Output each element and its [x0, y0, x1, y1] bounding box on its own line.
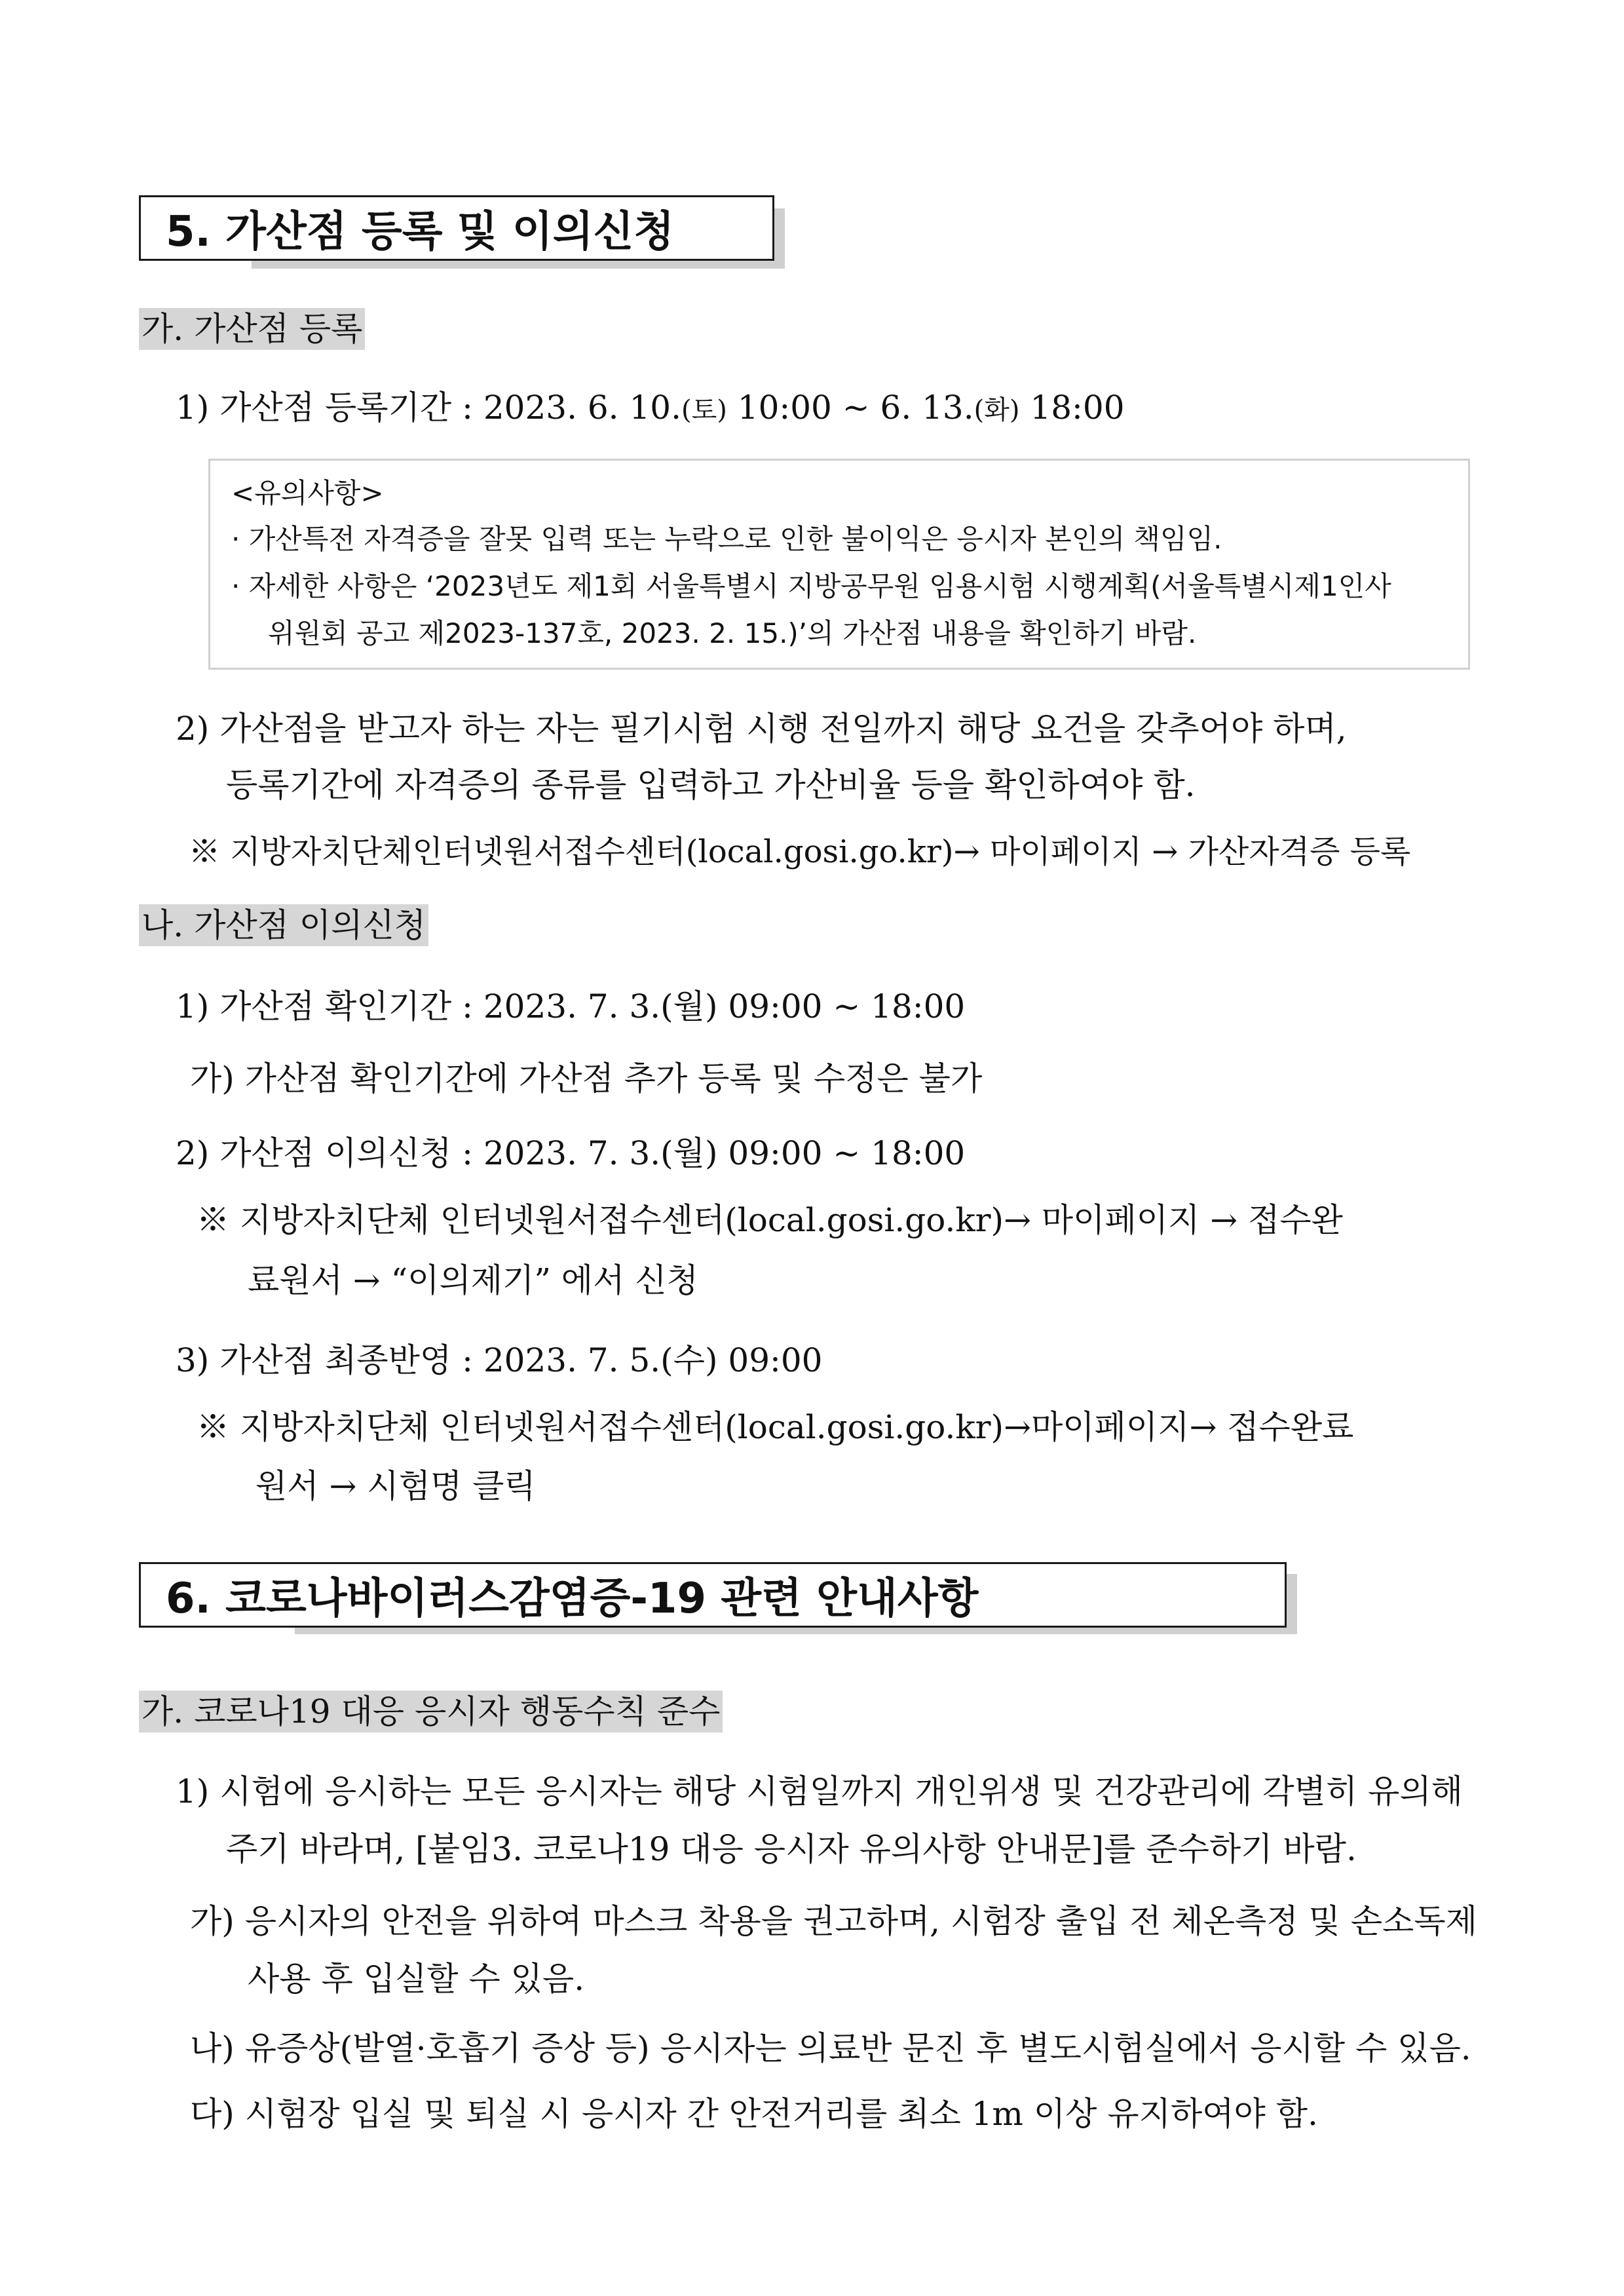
- subheading-bonus-registration: 가. 가산점 등록: [139, 308, 365, 350]
- check-period-restriction: 가) 가산점 확인기간에 가산점 추가 등록 및 수정은 불가: [190, 1060, 983, 1098]
- final-reflection-path-note: ※ 지방자치단체 인터넷원서접수센터(local.gosi.go.kr)→마이페이지→ 접수완료: [197, 1408, 1354, 1446]
- caution-note-bullet-2: · 자세한 사항은 ‘2023년도 제1회 서울특별시 지방공무원 임용시험 시행계획(서울특별시제1인사: [231, 570, 1391, 602]
- section-6-title: 6. 코로나바이러스감염증-19 관련 안내사항: [139, 1562, 1287, 1628]
- caution-note-title: <유의사항>: [231, 477, 384, 509]
- registration-requirement: 2) 가산점을 받고자 하는 자는 필기시험 시행 전일까지 해당 요건을 갖추어야 하며,: [176, 710, 1347, 748]
- caution-note-box: [208, 459, 1470, 670]
- covid-rule-mask: 가) 응시자의 안전을 위하여 마스크 착용을 권고하며, 시험장 출입 전 체온측정 및 손소독제: [190, 1902, 1477, 1940]
- registration-period-end: 10:00 ~ 6. 13.: [727, 389, 974, 427]
- subheading-bonus-objection: 나. 가산점 이의신청: [139, 904, 428, 946]
- final-reflection: 3) 가산점 최종반영 : 2023. 7. 5.(수) 09:00: [176, 1341, 823, 1379]
- section-5-title: 5. 가산점 등록 및 이의신청: [139, 195, 774, 261]
- covid-rule-distance: 다) 시험장 입실 및 퇴실 시 응시자 간 안전거리를 최소 1m 이상 유지하여야 함.: [190, 2095, 1318, 2133]
- covid-rule-1: 1) 시험에 응시하는 모든 응시자는 해당 시험일까지 개인위생 및 건강관리에 각별히 유의해: [176, 1772, 1463, 1810]
- registration-path-note: ※ 지방자치단체인터넷원서접수센터(local.gosi.go.kr)→ 마이페이지 → 가산자격증 등록: [189, 833, 1411, 870]
- registration-period: [176, 387, 1125, 431]
- check-period: 1) 가산점 확인기간 : 2023. 7. 3.(월) 09:00 ~ 18:00: [176, 987, 966, 1025]
- covid-rule-1-cont: 주기 바라며, [붙임3. 코로나19 대응 응시자 유의사항 안내문]를 준수하기 바람.: [226, 1830, 1357, 1868]
- subheading-covid-rules: 가. 코로나19 대응 응시자 행동수칙 준수: [139, 1691, 723, 1732]
- registration-period-start: 1) 가산점 등록기간 : 2023. 6. 10.: [176, 389, 681, 427]
- objection-path-note: ※ 지방자치단체 인터넷원서접수센터(local.gosi.go.kr)→ 마이페이지 → 접수완: [197, 1201, 1343, 1239]
- covid-rule-symptoms: 나) 유증상(발열·호흡기 증상 등) 응시자는 의료반 문진 후 별도시험실에서 응시할 수 있음.: [190, 2029, 1471, 2067]
- registration-day-start: (토): [681, 395, 727, 425]
- objection-period: 2) 가산점 이의신청 : 2023. 7. 3.(월) 09:00 ~ 18:00: [176, 1134, 966, 1172]
- registration-requirement-cont: 등록기간에 자격증의 종류를 입력하고 가산비율 등을 확인하여야 함.: [226, 766, 1196, 804]
- covid-rule-mask-cont: 사용 후 입실할 수 있음.: [248, 1960, 585, 1998]
- registration-day-end: (화): [973, 395, 1020, 425]
- registration-time-end: 18:00: [1019, 389, 1125, 427]
- objection-path-note-cont: 료원서 → “이의제기” 에서 신청: [248, 1261, 698, 1299]
- caution-note-bullet-2-cont: 위원회 공고 제2023-137호, 2023. 2. 15.)’의 가산점 내용을 확인하기 바람.: [268, 617, 1197, 649]
- caution-note-bullet-1: · 가산특전 자격증을 잘못 입력 또는 누락으로 인한 불이익은 응시자 본인의 책임임.: [231, 523, 1222, 555]
- final-reflection-path-note-cont: 원서 → 시험명 클릭: [255, 1467, 536, 1505]
